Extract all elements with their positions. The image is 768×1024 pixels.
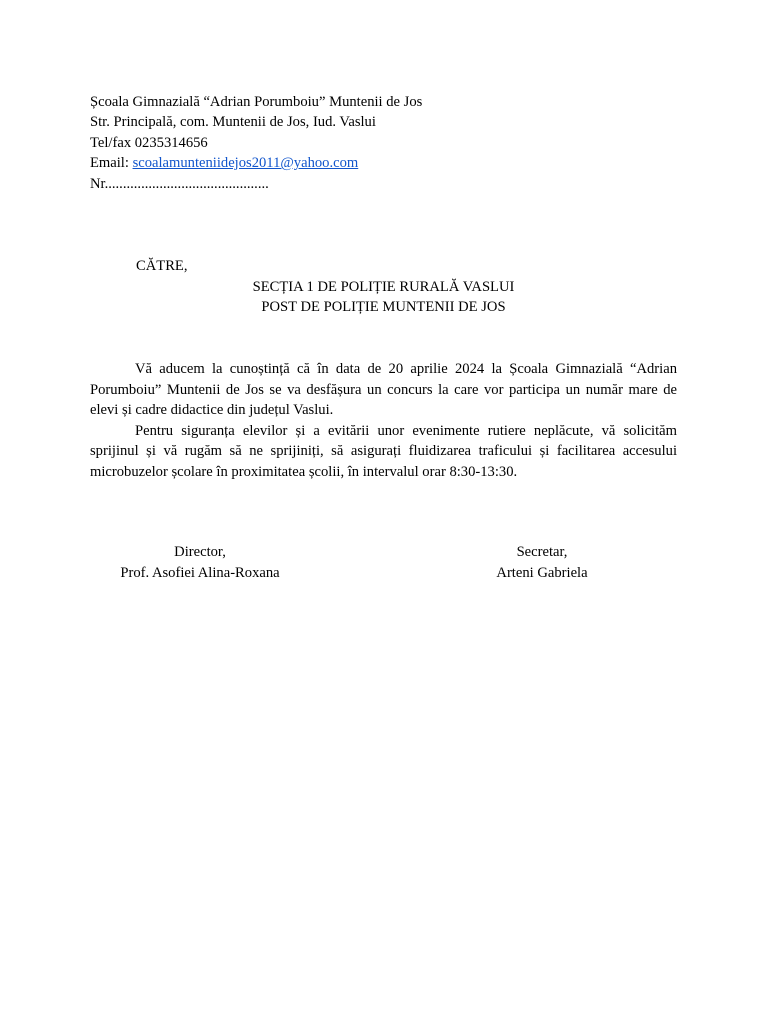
recipient-line-1: SECȚIA 1 DE POLIȚIE RURALĂ VASLUI [252, 279, 515, 295]
school-name: Școala Gimnazială “Adrian Porumboiu” Muntenii de Jos [90, 94, 423, 110]
signature-director [110, 542, 290, 583]
school-email-line [90, 153, 358, 173]
school-address: Str. Principală, com. Muntenii de Jos, Iud. Vaslui [90, 114, 376, 130]
registration-number: Nr............................................. [90, 176, 269, 192]
body-paragraph-2: Pentru siguranța elevilor și a evitării unor evenimente rutiere neplăcute, vă solicităm sprijinul și vă rugăm să ne sprijiniți, să asigurați fluidizarea traficului și facilitarea accesului microbuzelor școlare în proximitatea școlii, în intervalul orar 8:30-13:30. [90, 422, 677, 480]
email-link[interactable]: scoalamunteniidejos2011@yahoo.com [132, 155, 359, 171]
school-phone: Tel/fax 0235314656 [90, 135, 208, 151]
recipient-to: CĂTRE, [136, 258, 188, 274]
secretary-title: Secretar, [516, 544, 568, 560]
signature-secretary [462, 542, 622, 583]
secretary-name: Arteni Gabriela [496, 564, 588, 581]
director-title: Director, [174, 544, 226, 560]
letter-body [90, 359, 677, 482]
director-name: Prof. Asofiei Alina-Roxana [120, 564, 280, 581]
email-label: Email: [90, 155, 133, 171]
body-paragraph-1: Vă aducem la cunoștință că în data de 20 aprilie 2024 la Școala Gimnazială “Adrian Porumboiu” Muntenii de Jos se va desfășura un concurs la care vor participa un număr mare de elevi și cadre didactice din județul Vaslui. [90, 361, 677, 418]
recipient-line-2: POST DE POLIȚIE MUNTENII DE JOS [261, 299, 506, 315]
